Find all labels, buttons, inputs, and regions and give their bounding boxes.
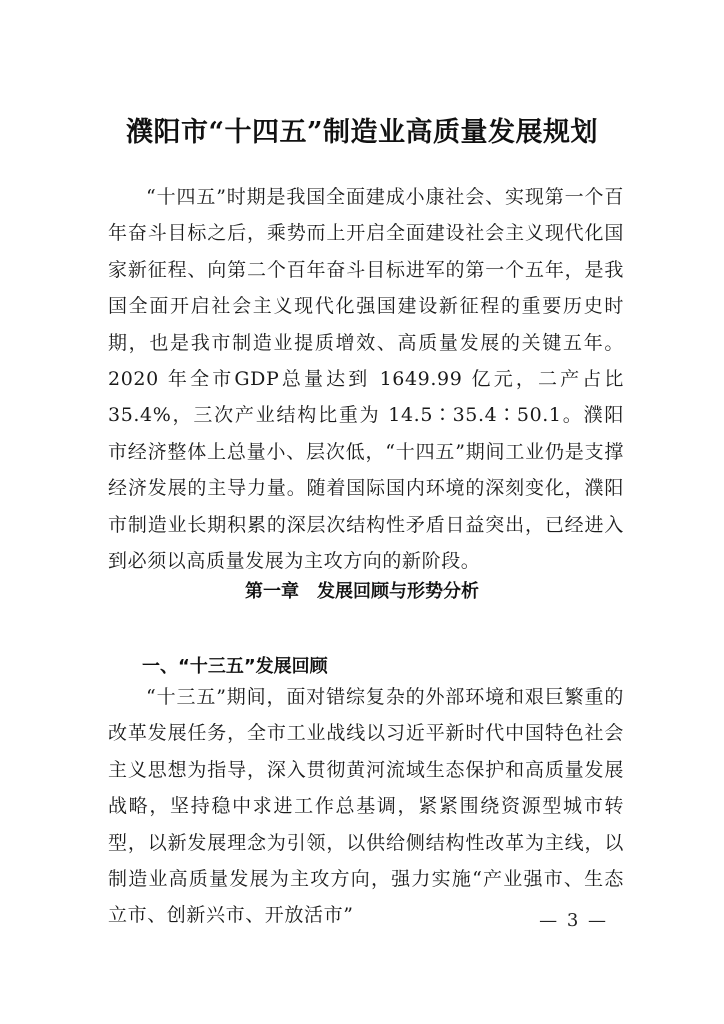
intro-paragraph: “十四五”时期是我国全面建成小康社会、实现第一个百年奋斗目标之后，乘势而上开启全面建设社会主义现代化国家新征程、向第二个百年奋斗目标进军的第一个五年，是我国全面开启社会主义现代化强国建设新征程的重要历史时期，也是我市制造业提质增效、高质量发展的关键五年。2020 年全市GDP总量达到 1649.99 亿元，二产占比 35.4%，三次产业结构比重为 14.5∶35.4∶50.1。濮阳市经济整体上总量小、层次低，“十四五”期间工业仍是支撑经济发展的主导力量。随着国际国内环境的深刻变化，濮阳市制造业长期积累的深层次结构性矛盾日益突出，已经进入到必须以高质量发展为主攻方向的新阶段。 <box>108 186 624 573</box>
section-heading: 一、“十三五”发展回顾 <box>142 656 328 677</box>
section-paragraph: “十三五”期间，面对错综复杂的外部环境和艰巨繁重的改革发展任务，全市工业战线以习近平新时代中国特色社会主义思想为指导，深入贯彻黄河流域生态保护和高质量发展战略，坚持稳中求进工作总基调，紧紧围绕资源型城市转型，以新发展理念为引领，以供给侧结构性改革为主线，以制造业高质量发展为主攻方向，强力实施“产业强市、生态立市、创新兴市、开放活市” <box>108 686 624 927</box>
page-number: — 3 — <box>539 910 608 931</box>
document-title: 濮阳市“十四五”制造业高质量发展规划 <box>125 117 599 148</box>
chapter-heading: 第一章 发展回顾与形势分析 <box>245 581 479 602</box>
